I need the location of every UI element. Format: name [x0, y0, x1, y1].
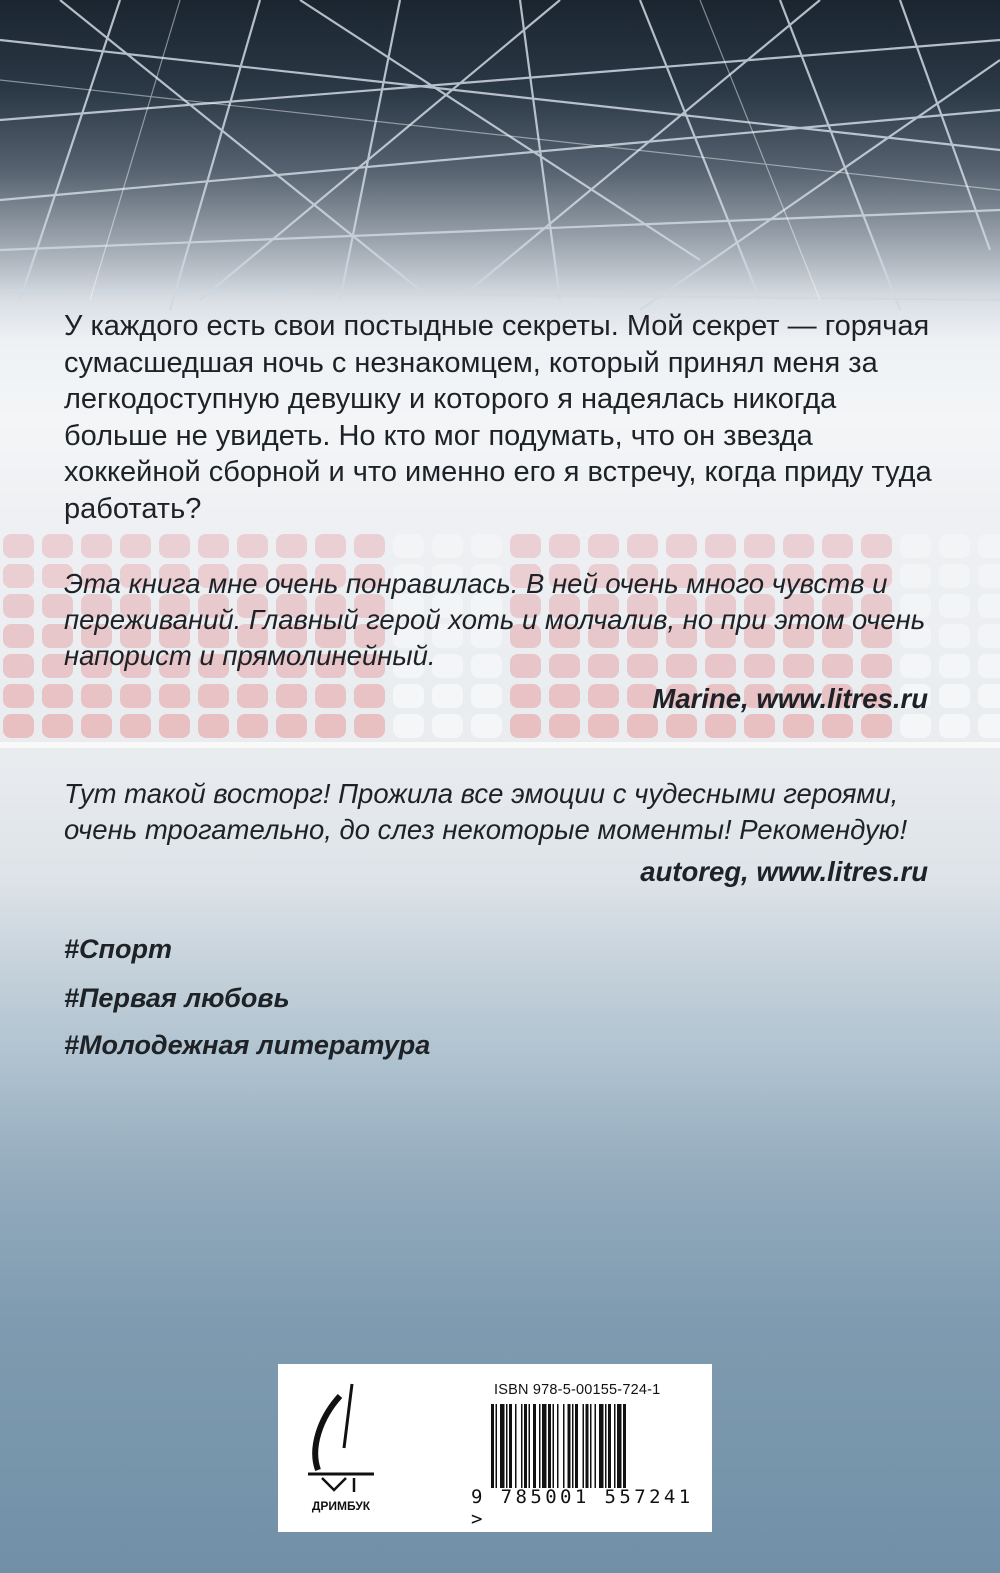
reader-review-source: Marine, www.litres.ru [652, 683, 928, 714]
book-annotation: У каждого есть свои постыдные секреты. Мой секрет — горячая сумасшедшая ночь с незнакомцем, который принял меня за легкодоступную девушку и которого я надеялась никогда больше не увидеть. Но кто мог подумать, что он звезда хоккейной сборной и что именно его я встречу, когда приду туда работать? [64, 310, 932, 525]
reader-review-source: autoreg, www.litres.ru [640, 856, 928, 887]
barcode-panel [278, 1364, 712, 1532]
publisher-name: ДРИМБУК [311, 1499, 371, 1513]
barcode [491, 1404, 687, 1488]
genre-tag: #Первая любовь [64, 983, 290, 1013]
reader-review-text: Эта книга мне очень понравилась. В ней очень много чувств и переживаний. Главный герой хоть и молчалив, но при этом очень напорист и прямолинейный. [64, 568, 926, 671]
genre-tag: #Спорт [64, 934, 172, 964]
barcode-digits: 9 785001 557241 > [471, 1486, 694, 1530]
genre-tag: #Молодежная литература [64, 1030, 431, 1060]
isbn-label: ISBN 978-5-00155-724-1 [494, 1382, 661, 1398]
reader-review-text: Тут такой восторг! Прожила все эмоции с чудесными героями, очень трогательно, до слез некоторые моменты! Рекомендую! [64, 778, 908, 845]
publisher-logo [300, 1378, 382, 1518]
hockey-net-background [0, 0, 1000, 330]
